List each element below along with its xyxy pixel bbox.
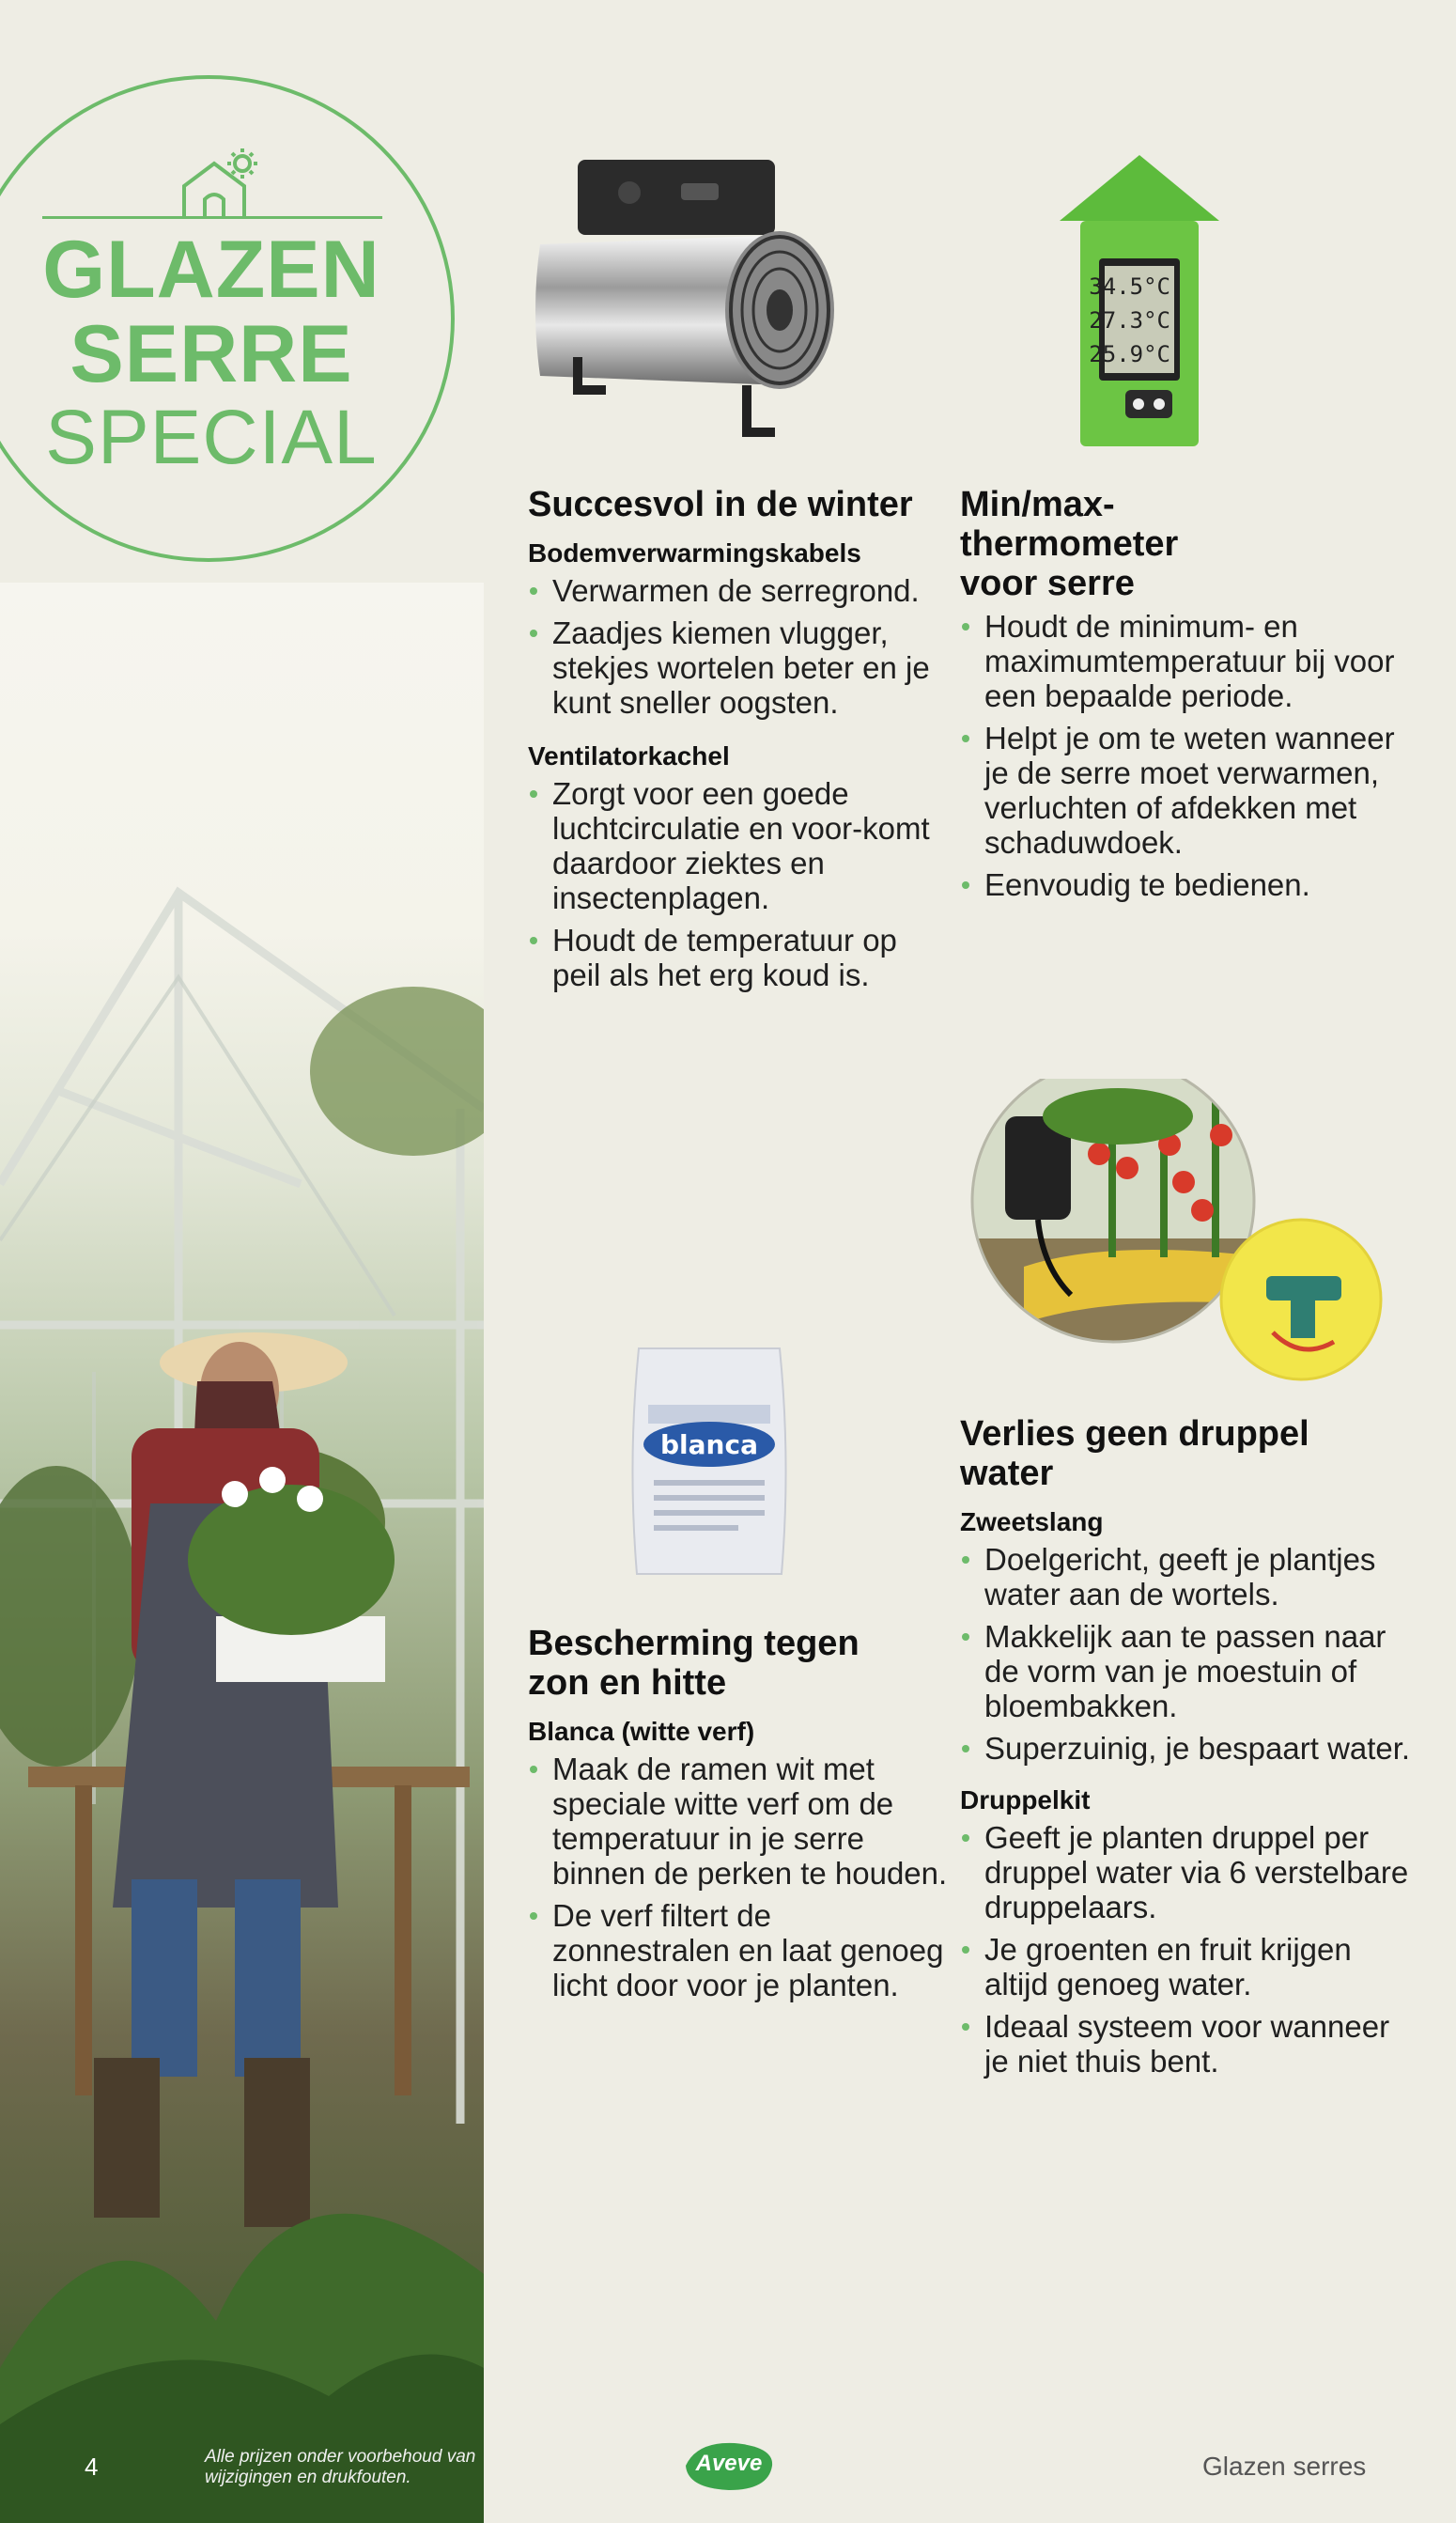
bullet-icon (530, 937, 537, 944)
list-item: Superzuinig, je bespaart water. (960, 1731, 1420, 1766)
list-item: Makkelijk aan te passen naar de vorm van je moestuin of bloembakken. (960, 1619, 1420, 1723)
list-item: Eenvoudig te bedienen. (960, 867, 1402, 902)
soil-heating-cables-heading: Bodemverwarmingskabels (528, 538, 861, 568)
bullet-icon (962, 881, 969, 889)
drip-kit-heading: Druppelkit (960, 1785, 1091, 1814)
bullet-icon (962, 1633, 969, 1641)
thermometer-reading-min: 25.9°C (1089, 341, 1170, 367)
thermometer-title: Min/max-thermometer voor serre (960, 485, 1179, 603)
drip-kit-image (968, 1079, 1386, 1384)
page-number: 4 (85, 2453, 99, 2481)
sweat-hose-heading: Zweetslang (960, 1507, 1104, 1536)
list-item: Zorgt voor een goede luchtcirculatie en voor-komt daardoor ziektes en insectenplagen. (528, 776, 951, 915)
badge-title-line2: SERRE (70, 309, 353, 399)
bullet-icon (962, 1946, 969, 1954)
bullet-icon (962, 623, 969, 631)
thermometer-reading-current: 27.3°C (1089, 307, 1170, 334)
list-item: Doelgericht, geeft je plantjes water aan de wortels. (960, 1542, 1420, 1612)
list-item: Maak de ramen wit met speciale witte verf om de temperatuur in je serre binnen de perken te houden. (528, 1752, 951, 1891)
thermometer-image (1060, 155, 1219, 456)
thermometer-section (960, 485, 1402, 910)
sun-protection-title: Bescherming tegen zon en hitte (528, 1624, 860, 1703)
bullet-icon (530, 1766, 537, 1773)
water-section (960, 1414, 1420, 2086)
list-item: Je groenten en fruit krijgen altijd genoeg water. (960, 1932, 1420, 2001)
blanca-bag-label: blanca (660, 1429, 758, 1460)
fan-heater-heading: Ventilatorkachel (528, 741, 730, 771)
list-item: Helpt je om te weten wanneer je de serre moet verwarmen, verluchten of afdekken met schaduwdoek. (960, 721, 1402, 860)
bullet-icon (530, 587, 537, 595)
list-item: Verwarmen de serregrond. (528, 573, 951, 608)
bullet-icon (530, 630, 537, 637)
list-item: Houdt de temperatuur op peil als het erg koud is. (528, 923, 951, 992)
list-item: Zaadjes kiemen vlugger, stekjes wortelen beter en je kunt sneller oogsten. (528, 615, 951, 720)
price-disclaimer: Alle prijzen onder voorbehoud van wijzigingen en drukfouten. (205, 2447, 476, 2487)
badge-title-line1: GLAZEN (42, 225, 380, 315)
blanca-paint-bag-image (620, 1339, 798, 1588)
blanca-list (528, 1752, 951, 2002)
bullet-icon (530, 790, 537, 798)
water-title: Verlies geen druppel water (960, 1414, 1309, 1493)
badge-divider (42, 216, 382, 219)
greenhouse-icon (180, 148, 265, 218)
list-item: Geeft je planten druppel per druppel water via 6 verstelbare druppelaars. (960, 1820, 1420, 1924)
blanca-heading: Blanca (witte verf) (528, 1717, 755, 1746)
bullet-icon (962, 2023, 969, 2031)
fan-heater-list (528, 776, 951, 992)
bullet-icon (962, 735, 969, 742)
bullet-icon (962, 1745, 969, 1752)
sun-protection-section (528, 1624, 951, 2010)
fan-heater-image (521, 150, 878, 451)
drip-kit-list (960, 1820, 1420, 2079)
bullet-icon (962, 1556, 969, 1564)
list-item: De verf filtert de zonnestralen en laat genoeg licht door voor je planten. (528, 1898, 951, 2002)
greenhouse-photo (0, 583, 484, 2523)
aveve-logo-text: Aveve (695, 2451, 763, 2476)
winter-section (528, 485, 951, 1000)
section-label: Glazen serres (1202, 2452, 1367, 2481)
winter-title: Succesvol in de winter (528, 485, 913, 524)
soil-heating-list (528, 573, 951, 720)
list-item: Ideaal systeem voor wanneer je niet thuis bent. (960, 2009, 1420, 2079)
bullet-icon (962, 1834, 969, 1842)
thermometer-list (960, 609, 1402, 902)
thermometer-reading-max: 34.5°C (1089, 273, 1170, 300)
badge-title-line3: SPECIAL (45, 395, 378, 480)
bullet-icon (530, 1912, 537, 1920)
sweat-hose-list (960, 1542, 1420, 1766)
list-item: Houdt de minimum- en maximumtemperatuur bij voor een bepaalde periode. (960, 609, 1402, 713)
